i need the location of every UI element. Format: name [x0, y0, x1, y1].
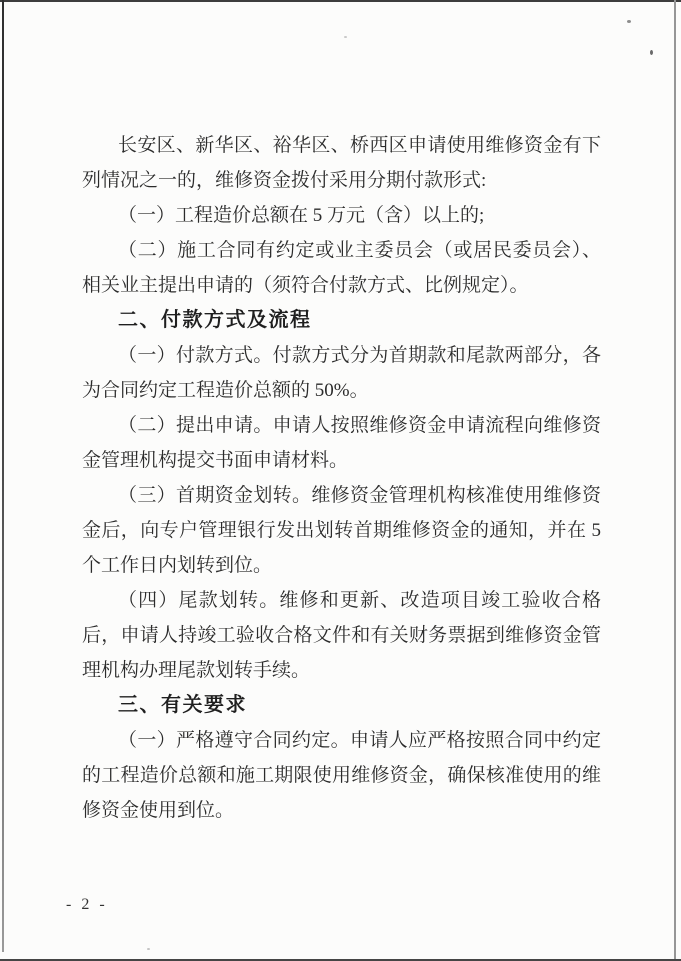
text-line: （一）付款方式。付款方式分为首期款和尾款两部分，各 — [118, 345, 601, 366]
text-line: 的工程造价总额和施工期限使用维修资金，确保核准使用的维 — [82, 765, 601, 786]
scan-speck — [147, 948, 150, 950]
text-line: 长安区、新华区、裕华区、桥西区申请使用维修资金有下 — [118, 135, 601, 156]
scan-speck — [627, 20, 631, 23]
section-heading — [82, 303, 601, 338]
text-line: 个工作日内划转到位。 — [82, 555, 273, 576]
text-line: （三）首期资金划转。维修资金管理机构核准使用维修资 — [118, 485, 601, 506]
text-line: 后，申请人持竣工验收合格文件和有关财务票据到维修资金管 — [82, 625, 601, 646]
section-heading — [82, 688, 601, 723]
text-line: （一）严格遵守合同约定。申请人应严格按照合同中约定 — [118, 730, 601, 751]
page-number: - 2 - — [66, 896, 108, 913]
text-line: （一）工程造价总额在 5 万元（含）以上的; — [118, 205, 485, 226]
text-line: 金后，向专户管理银行发出划转首期维修资金的通知，并在 5 — [82, 520, 601, 541]
text-line: 三、有关要求 — [118, 694, 247, 716]
text-line: 修资金使用到位。 — [82, 800, 235, 821]
paragraph — [82, 723, 601, 828]
text-line: （四）尾款划转。维修和更新、改造项目竣工验收合格 — [118, 590, 601, 611]
paragraph — [82, 128, 601, 198]
paragraph — [82, 198, 601, 233]
scan-edge-right — [674, 0, 676, 961]
paragraph — [82, 583, 601, 688]
paragraph — [82, 233, 601, 303]
text-line: 相关业主提出申请的（须符合付款方式、比例规定）。 — [82, 275, 529, 296]
text-line: （二）施工合同有约定或业主委员会（或居民委员会）、 — [118, 240, 601, 261]
scan-edge-left — [2, 0, 4, 952]
paragraph — [82, 408, 601, 478]
paragraph — [82, 478, 601, 583]
text-line: 为合同约定工程造价总额的 50%。 — [82, 380, 369, 401]
text-line: 二、付款方式及流程 — [118, 309, 312, 331]
scan-speck — [650, 50, 653, 55]
text-line: 列情况之一的，维修资金拨付采用分期付款形式: — [82, 170, 487, 191]
text-line: 金管理机构提交书面申请材料。 — [82, 450, 349, 471]
document-body — [82, 128, 601, 828]
scan-edge-top — [0, 0, 681, 2]
scan-speck — [344, 36, 347, 38]
text-line: （二）提出申请。申请人按照维修资金申请流程向维修资 — [118, 415, 601, 436]
paragraph — [82, 338, 601, 408]
text-line: 理机构办理尾款划转手续。 — [82, 660, 311, 681]
